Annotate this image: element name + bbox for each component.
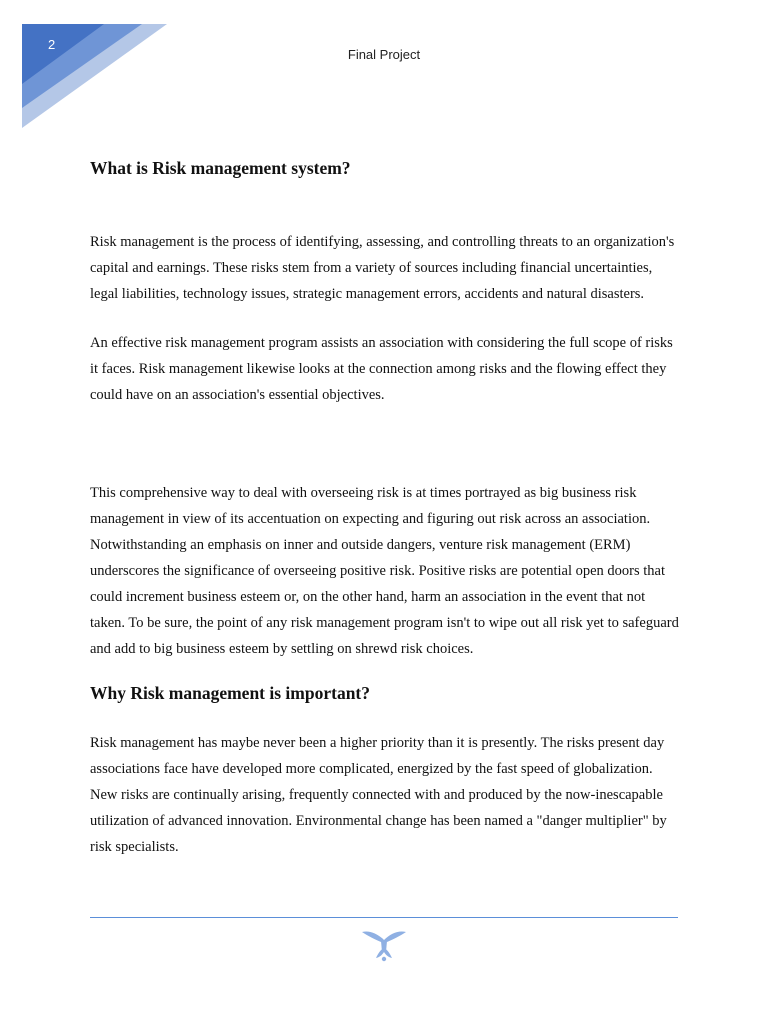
paragraph: Risk management has maybe never been a higher priority than it is presently. The risks present day associations face have developed more complicated, energized by the fast speed of globalization. New risks are continually arising, frequently connected with and produced by the now-inescapable utilization of advanced innovation. Environmental change has been named a "danger multiplier" by risk specialists.: [90, 735, 667, 855]
page-number: 2: [48, 37, 56, 52]
header-title: Final Project: [347, 47, 421, 62]
paragraph: Risk management is the process of identifying, assessing, and controlling threats to an organization's capital and earnings. These risks stem from a variety of sources including financial uncertainties, legal liabilities, technology issues, strategic management errors, accidents and natural disasters.: [90, 234, 675, 302]
paragraph: An effective risk management program assists an association with considering the full scope of risks it faces. Risk management likewise looks at the connection among risks and the flowing effect they could have on an association's essential objectives.: [90, 335, 673, 403]
header-corner-decoration: [0, 0, 180, 140]
section-heading: Why Risk management is important?: [90, 683, 371, 703]
paragraph: This comprehensive way to deal with overseeing risk is at times portrayed as big business risk management in view of its accentuation on expecting and figuring out risk across an association. Notwithstanding an emphasis on inner and outside dangers, venture risk management (ERM) underscores the significance of overseeing positive risk. Positive risks are potential open doors that could increment business esteem or, on the other hand, harm an association in the event that not taken. To be sure, the point of any risk management program isn't to wipe out all risk yet to safeguard and add to big business esteem by settling on shrewd risk choices.: [90, 485, 679, 657]
document-body: [90, 156, 682, 860]
section-heading: What is Risk management system?: [90, 158, 351, 178]
footer-divider: [90, 917, 678, 918]
fleuron-ornament-icon: [360, 928, 408, 962]
